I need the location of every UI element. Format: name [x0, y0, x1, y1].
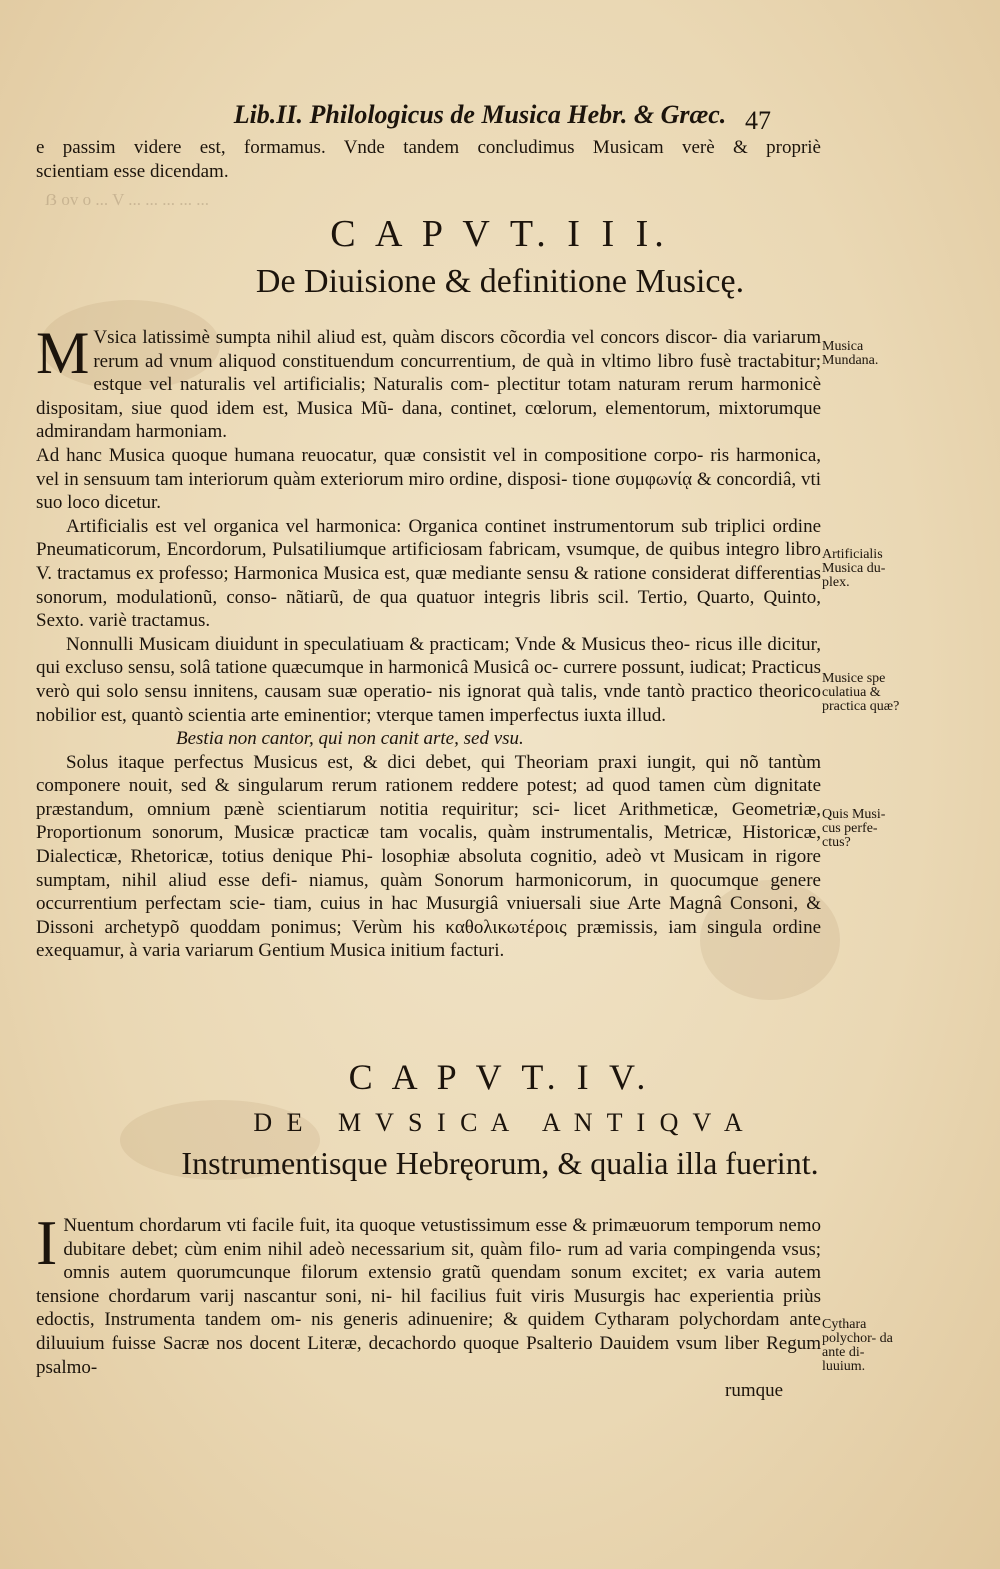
chapter-3-heading: C A P V T. I I I. [330, 213, 670, 255]
text-line: scientiam esse dicendam. [36, 160, 229, 182]
top-lines [36, 136, 821, 183]
margin-note: Quis Musi- cus perfe- ctus? [822, 807, 886, 850]
running-head: Lib.II. Philologicus de Musica Hebr. & Græc. [233, 100, 727, 129]
paragraph: Artificialis est vel organica vel harmonica: Organica continet instrumentorum sub triplici ordine Pneumaticorum, Encordorum, Pulsatiliumque artificiosam fabricam, vsumque, de quibus integro libro V. tractamus ex professo; Harmonica Musica est, quæ mediante sensu & ratione considerat differentias sonorum, modulationũ, conso- nãtiarũ, de qua quatuor integris libris scil. Tertio, Quarto, Quinto, Sexto. variè tractamus. [36, 515, 821, 632]
bleed-through-text: ẞ ov o ... V ... ... ... ... ... [45, 190, 210, 209]
margin-note: Artificialis Musica du- plex. [822, 547, 886, 590]
paragraph: Solus itaque perfectus Musicus est, & dici debet, qui Theoriam praxi iungit, qui nõ tantùm componere nouit, sed & singularum rerum rationem reddere potest; ad quod tamen cùm dignitate præstandum, omnium pænè scientiarum notitia requiritur; sci- licet Arithmeticæ, Geometriæ, Proportionum sonorum, Musicæ practicæ tam vocalis, quàm instrumentalis, Metricæ, Historicæ, Dialecticæ, Rhetoricæ, totius denique Phi- losophiæ absoluta cognitio, adeò vt Musicam in rigore sumptam, nihil aliud esse defi- niamus, quàm Sonorum harmonicorum, in quocumque genere occurrentium perfectam scie- tiam, cuius in hac Musurgiâ vniuersali siue Arte Magnâ Consoni, & Dissoni archetypõ quoddam ponimus; Verùm his καθολικωτέροις præmissis, iam singula ordine exequamur, à varia variarum Gentium Musica initium facturi. [36, 751, 821, 962]
margin-note: Musice spe culatiua & practica quæ? [822, 671, 900, 714]
drop-cap: M [36, 320, 90, 386]
chapter-4-subheading: D E M V S I C A A N T I Q V A [253, 1108, 747, 1137]
chapter-3-body [36, 320, 821, 963]
paragraph: Nuentum chordarum vti facile fuit, ita quoque vetustissimum esse & primæuorum temporum nemo dubitare debet; cùm enim nihil adeò necessarium sit, quàm filo- rum ad varia compingenda vsus; omnis autem quorumcunque filorum extensio gratũ quendam sonum excitet; ex varia autem tensione chordarum varij nascantur soni, ni- hil facilius fuit viris Musurgis hac experientia priùs edoctis, Instrumenta tandem om- nis generis adinuenire; & quidem Cytharam polychordam ante diluuium fuisse Sacræ nos docent Literæ, decachordo quoque Psalterio Dauidem vsum liber Regum psalmo- [36, 1215, 821, 1378]
margin-note: Cythara polychor- da ante di- luuium. [822, 1317, 893, 1374]
text-line: e passim videre est, formamus. Vnde tandem concludimus Musicam verè & propriè [36, 137, 821, 158]
drop-cap: I [36, 1207, 58, 1278]
paragraph: Nonnulli Musicam diuidunt in speculatiuam & practicam; Vnde & Musicus theo- ricus ille dicitur, qui excluso sensu, solâ tatione quæcumque in harmonicâ Musicâ oc- currere possunt, iudicat; Practicus verò qui solo sensu innitens, causam suæ operatio- nis ignorat quà talis, vnde tantò practico theorico nobilior est, quantò scientia arte eminentior; vterque tamen imperfectus iuxta illud. [36, 633, 821, 726]
catchword: rumque [725, 1380, 784, 1401]
chapter-3-subheading: De Diuisione & definitione Musicę. [255, 263, 745, 300]
chapter-4-subheading-2: Instrumentisque Hebręorum, & qualia illa fuerint. [181, 1145, 819, 1181]
margin-note: Musica Mundana. [822, 339, 879, 368]
page-number: 47 [745, 106, 771, 135]
chapter-4-heading: C A P V T. I V. [348, 1057, 652, 1097]
quotation: Bestia non cantor, qui non canit arte, sed vsu. [176, 728, 524, 750]
chapter-4-body [36, 1207, 821, 1379]
paragraph: Vsica latissimè sumpta nihil aliud est, quàm discors cõcordia vel concors discor- dia variarum rerum ad vnum aliquod constituendum concurrentium, de quà in vltimo libro fusè tractabitur; estque vel naturalis vel artificialis; Naturalis com- plectitur totam naturam rerum harmonicè dispositam, siue quod idem est, Musica Mũ- dana, continet, cœlorum, elementorum, mixtorumque admirandam harmoniam. [36, 327, 821, 443]
paragraph: Ad hanc Musica quoque humana reuocatur, quæ consistit vel in compositione corpo- ris harmonica, vel in sensuum tam interiorum quàm exteriorum miro ordine, disposi- tione συμφωνίᾳ & concordiâ, vti suo loco dicetur. [36, 444, 821, 514]
